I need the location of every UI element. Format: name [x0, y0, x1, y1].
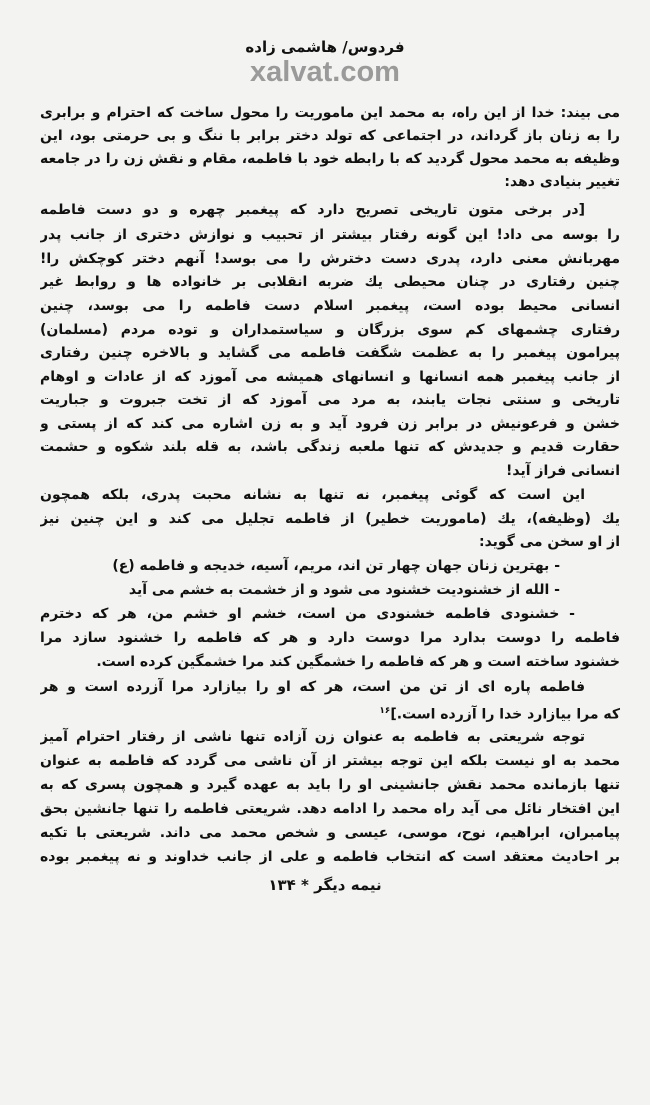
text-line	[40, 676, 585, 700]
line-text: انسانی فراز آید!	[506, 463, 620, 479]
line-text: وظیفه به محمد محول گردید که با رابطه خود با فاطمه، مقام و نقش زن را در جامعه	[40, 151, 620, 167]
text-line	[40, 102, 620, 126]
line-text: - الله از خشنودیت خشنود می شود و از خشمت به خشم می آید	[128, 582, 560, 598]
line-text: چنین رفتاری در چنان محیطی یك ضربه انقلابی بر خانواده ها و روابط غیر	[40, 274, 620, 290]
line-text: بر احادیث معتقد است که انتخاب فاطمه و علی از جانب خداوند و نه پیغمبر بوده	[40, 849, 620, 865]
text-line	[40, 555, 560, 579]
watermark: xalvat.com	[250, 56, 400, 88]
text-line	[40, 774, 620, 798]
text-line	[40, 700, 620, 724]
text-line	[40, 579, 560, 603]
line-text: - خشنودی فاطمه خشنودی من است، خشم او خشم من، هر که دخترم	[40, 606, 575, 622]
line-text: محمد به او نیست بلکه این توجه بیشتر از آن ناشی می گردد که فاطمه به عنوان	[40, 753, 620, 769]
text-line	[40, 750, 620, 774]
line-text: تغییر بنیادی دهد:	[504, 174, 620, 190]
line-text: این افتخار نائل می آید راه محمد را ادامه دهد. شریعتی فاطمه را تنها جانشین بحق	[40, 801, 620, 817]
text-line	[40, 125, 620, 149]
text-line	[40, 603, 575, 627]
text-line	[40, 508, 620, 532]
text-line	[40, 822, 620, 846]
text-line	[40, 531, 620, 555]
text-line	[40, 460, 620, 484]
line-text: حقارت قدیم و جدیدش که تنها ملعبه زندگی باشد، به قله بلند شکوه و حشمت	[40, 439, 620, 455]
line-text: که مرا بیازارد خدا را آزرده است.]	[390, 706, 620, 723]
line-text: یك (وظیفه)، یك (ماموریت خطیر) از فاطمه تجلیل می کند و این چنین نیز	[40, 511, 620, 527]
text-line	[40, 148, 620, 172]
footnote-marker: ۱۶	[379, 706, 391, 716]
line-text: از جانب پیغمبر همه انسانها و انسانهای همیشه می آموزد که از عادات و اوهام	[40, 369, 620, 385]
line-text: می بیند: خدا از این راه، به محمد این ماموریت را محول ساخت که احترام و برابری	[40, 105, 620, 121]
text-line	[40, 846, 620, 870]
line-text: خشنود ساخته است و هر که فاطمه را خشمگین کند مرا خشمگین کرده است.	[96, 654, 620, 670]
text-line	[40, 413, 620, 437]
line-text: خشن و فرعونیش در برابر زن فرود آید و به زن اشاره می کند که از پستی و	[40, 416, 620, 432]
text-line	[40, 726, 585, 750]
line-text: فاطمه را دوست بدارد مرا دوست دارد و هر که فاطمه را خشنود سازد مرا	[40, 630, 620, 646]
text-line	[40, 627, 620, 651]
text-line	[40, 295, 620, 319]
text-line	[40, 248, 620, 272]
text-line	[40, 484, 585, 508]
line-text: [در برخی متون تاریخی تصریح دارد که پیغمبر چهره و دو دست فاطمه	[40, 202, 585, 218]
text-line	[40, 224, 620, 248]
line-text: فاطمه پاره ای از تن من است، هر که او را بیازارد مرا آزرده است و هر	[40, 679, 585, 695]
line-text: - بهترین زنان جهان چهار تن اند، مریم، آسیه، خدیجه و فاطمه (ع)	[112, 558, 560, 574]
text-line	[40, 171, 620, 195]
text-line	[40, 319, 620, 343]
line-text: مهربانش معنی دارد، پدری دست دخترش را می بوسد! آنهم دختر کوچکش را!	[40, 251, 620, 267]
text-line	[40, 651, 620, 675]
line-text: این است که گوئی پیغمبر، نه تنها به نشانه محبت پدری، بلکه همچون	[40, 487, 585, 503]
running-header: فردوس/ هاشمی زاده	[245, 38, 405, 56]
line-text: توجه شریعتی به فاطمه به عنوان زن آزاده تنها ناشی از رفتار احترام آمیز	[40, 729, 585, 745]
line-text: را به زنان باز گرداند، در اجتماعی که تولد دختر برابر با ننگ و بی حرمتی بود، این	[40, 128, 620, 144]
text-line	[40, 366, 620, 390]
text-line	[40, 342, 620, 366]
line-text: از او سخن می گوید:	[478, 534, 620, 550]
text-line	[40, 436, 620, 460]
text-line	[40, 798, 620, 822]
line-text: رفتاری چشمهای کم سوی بزرگان و سیاستمداران و توده مردم (مسلمان)	[40, 322, 620, 338]
text-line	[40, 271, 620, 295]
line-text: پیرامون پیغمبر را به عظمت شگفت فاطمه می گشاید و بالاخره چنین رفتاری	[40, 345, 620, 361]
line-text: انسانی محیط بوده است، پیغمبر اسلام دست فاطمه را می بوسد، چنین	[40, 298, 620, 314]
text-line	[40, 199, 585, 223]
line-text: تاریخی و سنتی نجات یابند، به مرد می آموزد که از تخت جبروت و جباریت	[40, 392, 620, 408]
line-text: پیامبران، ابراهیم، نوح، موسی، عیسی و شخص محمد می داند. شریعتی با تکیه	[40, 825, 620, 841]
text-line	[40, 389, 620, 413]
line-text: را بوسه می داد! این گونه رفتار بیشتر از تحبیب و نوازش دختری از جانب پدر	[40, 227, 620, 243]
page-footer: نیمه دیگر * ۱۳۴	[268, 876, 382, 894]
line-text: تنها بازمانده محمد نقش جانشینی او را باید به عهده گیرد و همچون پسری که به	[40, 777, 620, 793]
